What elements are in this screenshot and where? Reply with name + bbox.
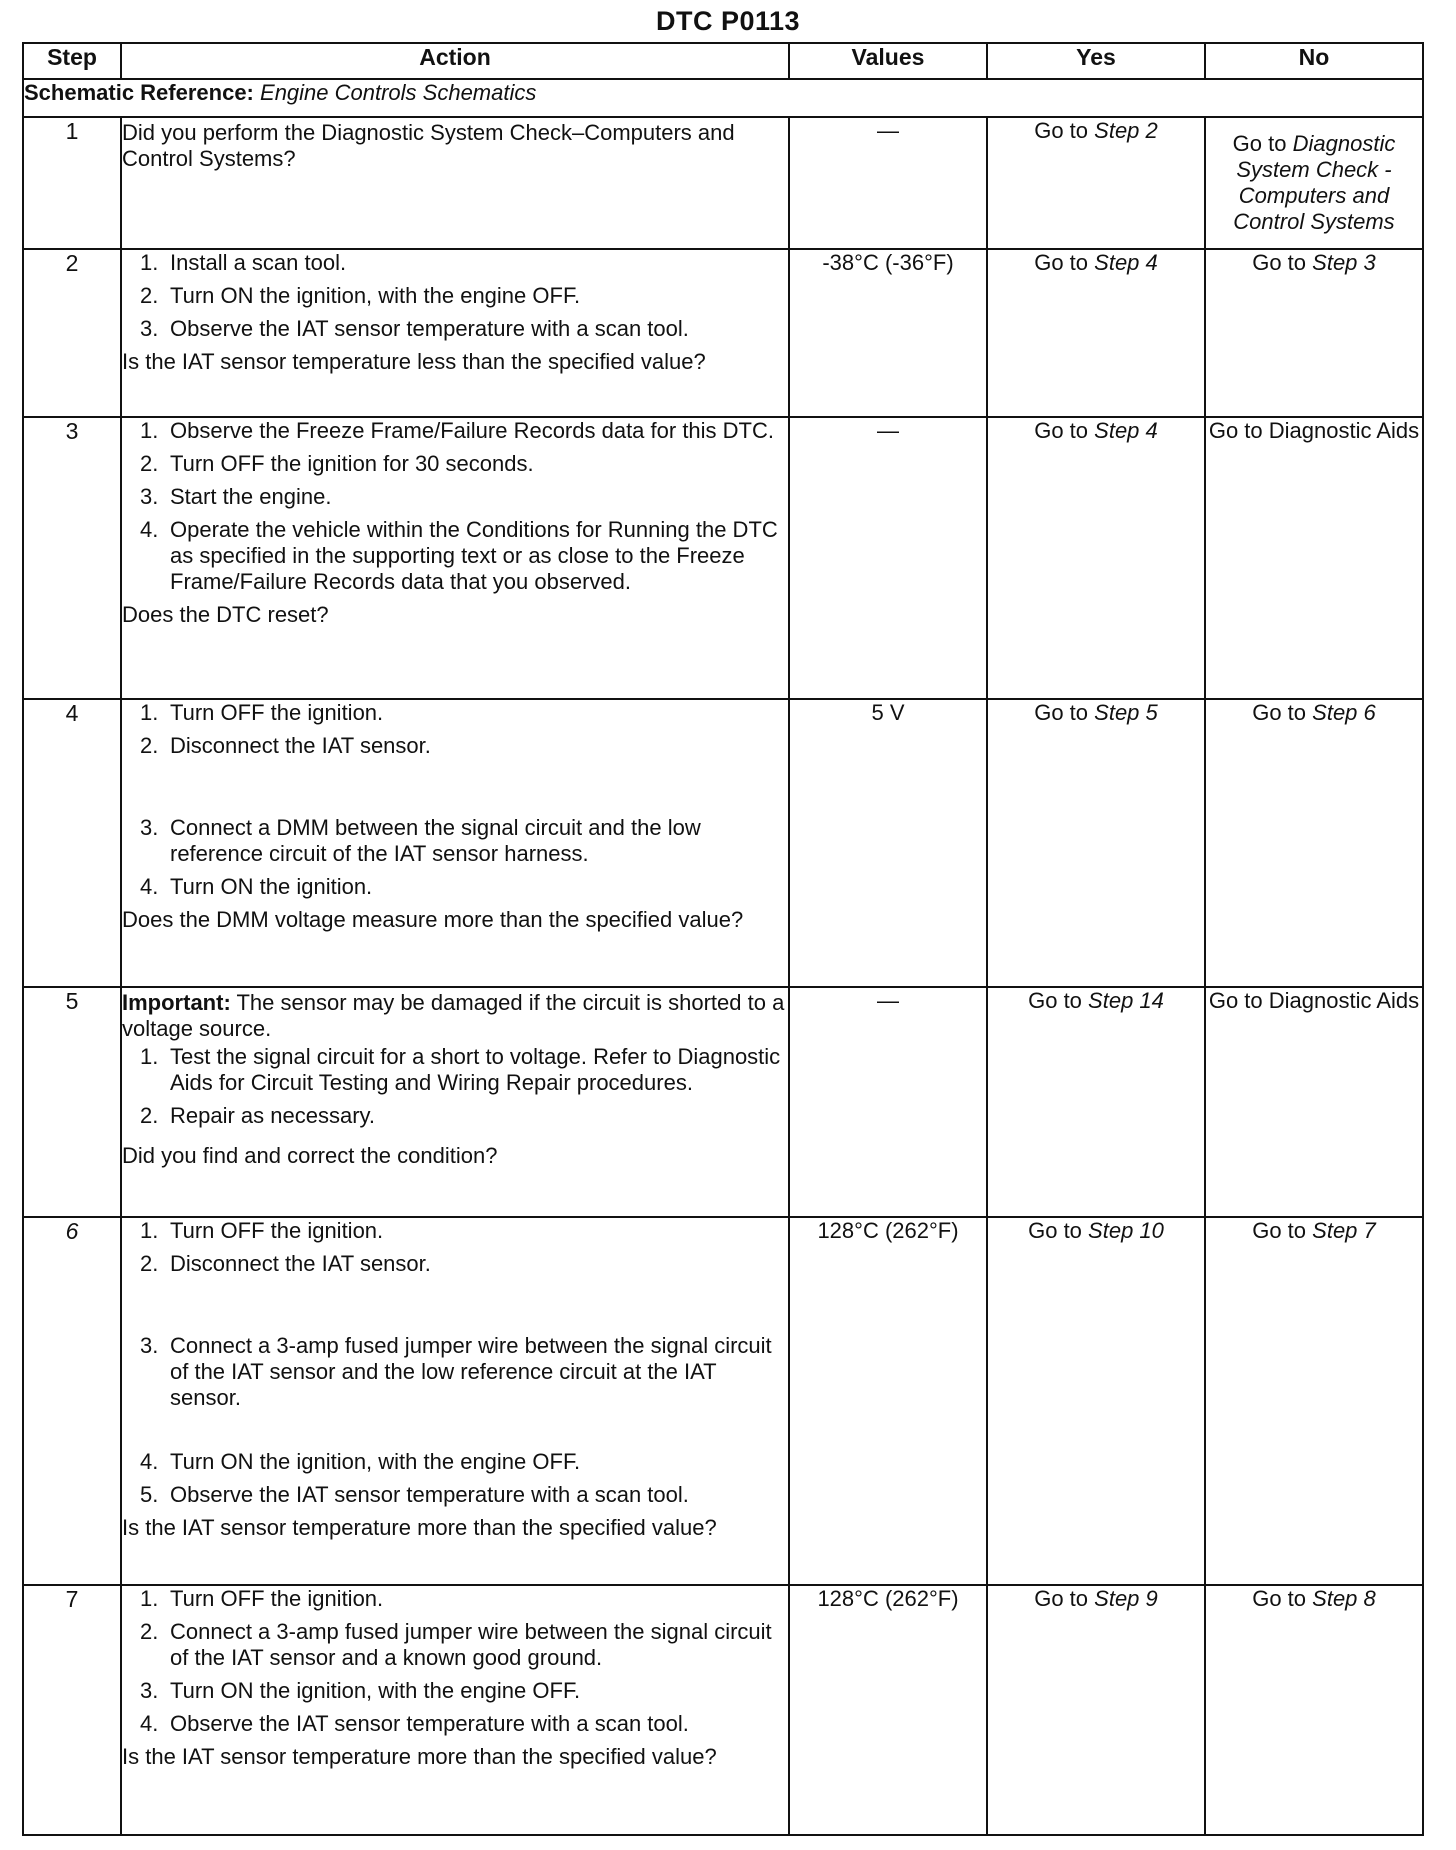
yes-cell: [987, 1585, 1205, 1835]
yes-reference: Step 4: [1094, 418, 1158, 443]
diagnostic-table: [22, 42, 1424, 1836]
header-yes: Yes: [987, 43, 1205, 79]
no-text: Go to Diagnostic Aids: [1208, 418, 1420, 443]
important-label: Important:: [122, 990, 231, 1015]
header-action: Action: [121, 43, 789, 79]
schematic-reference-label: Schematic Reference:: [24, 80, 254, 105]
yes-cell: [987, 249, 1205, 417]
yes-cell: [987, 417, 1205, 699]
yes-prefix: Go to: [1034, 1586, 1089, 1611]
action-item: 5. Observe the IAT sensor temperature with a scan tool.: [140, 1481, 689, 1507]
action-item: 1. Test the signal circuit for a short to voltage. Refer to Diagnostic Aids for Circuit Testing and Wiring Repair procedures.: [140, 1043, 781, 1095]
spacer: [122, 1418, 788, 1442]
yes-reference: Step 5: [1094, 700, 1158, 725]
action-question: Is the IAT sensor temperature more than the specified value?: [122, 1514, 717, 1540]
no-prefix: Go to: [1252, 250, 1307, 275]
header-step: Step: [23, 43, 121, 79]
action-cell: [121, 1585, 789, 1835]
action-cell: [121, 699, 789, 987]
value-cell: —: [789, 117, 987, 249]
action-item: 2. Turn ON the ignition, with the engine OFF.: [140, 282, 581, 308]
action-item: 3. Turn ON the ignition, with the engine OFF.: [140, 1677, 581, 1703]
schematic-reference: [23, 79, 1423, 117]
value-cell: -38°C (-36°F): [789, 249, 987, 417]
yes-prefix: Go to: [1034, 418, 1089, 443]
no-prefix: Go to: [1252, 700, 1307, 725]
header-row: [23, 43, 1423, 79]
no-prefix: Go to: [1232, 131, 1287, 157]
table-row: [23, 699, 1423, 987]
no-cell: [1205, 699, 1423, 987]
step-number: 7: [23, 1585, 121, 1835]
value-cell: 128°C (262°F): [789, 1585, 987, 1835]
no-prefix: Go to: [1252, 1218, 1307, 1243]
no-cell: [1205, 249, 1423, 417]
yes-reference: Step 10: [1088, 1218, 1164, 1243]
action-question: Does the DMM voltage measure more than the specified value?: [122, 906, 744, 932]
action-item: 1. Observe the Freeze Frame/Failure Records data for this DTC.: [140, 418, 774, 443]
action-cell: [121, 1217, 789, 1585]
table-row: [23, 417, 1423, 699]
action-question: Is the IAT sensor temperature less than the specified value?: [122, 348, 706, 374]
action-item: 3. Connect a DMM between the signal circuit and the low reference circuit of the IAT sensor harness.: [140, 814, 701, 866]
no-cell: [1205, 117, 1423, 249]
action-cell: [121, 249, 789, 417]
step-number: 2: [23, 249, 121, 417]
important-text: The sensor may be damaged if the circuit is shorted to a voltage source.: [122, 990, 785, 1041]
spacer: [122, 1284, 788, 1326]
action-item: 4. Operate the vehicle within the Conditions for Running the DTC as specified in the supporting text or as close to the Freeze Frame/Failure Records data that you observed.: [140, 516, 778, 594]
no-text: Go to Diagnostic Aids: [1208, 988, 1420, 1013]
no-cell: [1205, 1217, 1423, 1585]
action-question: Did you perform the Diagnostic System Check–Computers and Control Systems?: [122, 120, 735, 171]
spacer: [122, 766, 788, 808]
step-number: 4: [23, 699, 121, 987]
table-row: [23, 987, 1423, 1217]
header-values: Values: [789, 43, 987, 79]
action-item: 2. Disconnect the IAT sensor.: [140, 732, 431, 758]
yes-reference: Step 2: [1094, 118, 1158, 143]
yes-prefix: Go to: [1034, 700, 1089, 725]
important-note: [122, 990, 788, 1042]
step-number: 3: [23, 417, 121, 699]
schematic-reference-row: [23, 79, 1423, 117]
yes-reference: Step 4: [1094, 250, 1158, 275]
action-item: 1. Turn OFF the ignition.: [140, 1218, 384, 1243]
action-item: 2. Repair as necessary.: [140, 1102, 376, 1128]
action-item: 2. Disconnect the IAT sensor.: [140, 1250, 431, 1276]
action-item: 1. Install a scan tool.: [140, 250, 347, 275]
table-row: [23, 117, 1423, 249]
yes-cell: [987, 987, 1205, 1217]
action-cell: [121, 117, 789, 249]
no-reference: Step 6: [1312, 700, 1376, 725]
action-item: 4. Turn ON the ignition, with the engine OFF.: [140, 1448, 581, 1474]
yes-cell: [987, 117, 1205, 249]
action-cell: [121, 417, 789, 699]
action-item: 3. Start the engine.: [140, 483, 332, 509]
yes-cell: [987, 699, 1205, 987]
yes-reference: Step 14: [1088, 988, 1164, 1013]
action-question: Did you find and correct the condition?: [122, 1142, 498, 1168]
action-item: 2. Turn OFF the ignition for 30 seconds.: [140, 450, 534, 476]
action-item: 1. Turn OFF the ignition.: [140, 700, 384, 725]
yes-prefix: Go to: [1028, 988, 1082, 1013]
value-cell: —: [789, 417, 987, 699]
action-item: 1. Turn OFF the ignition.: [140, 1586, 384, 1611]
yes-reference: Step 9: [1094, 1586, 1158, 1611]
table-row: [23, 1585, 1423, 1835]
action-item: 2. Connect a 3-amp fused jumper wire between the signal circuit of the IAT sensor and a known good ground.: [140, 1618, 772, 1670]
no-cell: [1205, 987, 1423, 1217]
no-prefix: Go to: [1252, 1586, 1307, 1611]
action-item: 4. Turn ON the ignition.: [140, 873, 373, 899]
value-cell: —: [789, 987, 987, 1217]
step-number: 5: [23, 987, 121, 1217]
document-title: DTC P0113: [655, 6, 801, 36]
no-reference: Step 7: [1312, 1218, 1376, 1243]
action-item: 4. Observe the IAT sensor temperature with a scan tool.: [140, 1710, 689, 1736]
action-item: 3. Connect a 3-amp fused jumper wire between the signal circuit of the IAT sensor and the low reference circuit at the IAT sensor.: [140, 1332, 772, 1410]
yes-prefix: Go to: [1028, 1218, 1082, 1243]
yes-prefix: Go to: [1034, 250, 1089, 275]
no-cell: [1205, 417, 1423, 699]
no-reference: Step 8: [1312, 1586, 1376, 1611]
header-no: No: [1205, 43, 1423, 79]
action-item: 3. Observe the IAT sensor temperature with a scan tool.: [140, 315, 689, 341]
step-number: 6: [23, 1217, 121, 1585]
step-number: 1: [23, 117, 121, 249]
yes-prefix: Go to: [1034, 118, 1089, 143]
no-reference: Step 3: [1312, 250, 1376, 275]
value-cell: 5 V: [789, 699, 987, 987]
action-question: Does the DTC reset?: [122, 601, 329, 627]
no-reference: Diagnostic System Check - Computers and Control Systems: [1233, 131, 1396, 234]
yes-cell: [987, 1217, 1205, 1585]
value-cell: 128°C (262°F): [789, 1217, 987, 1585]
table-row: [23, 1217, 1423, 1585]
schematic-reference-value: Engine Controls Schematics: [260, 80, 537, 105]
action-cell: [121, 987, 789, 1217]
table-row: [23, 249, 1423, 417]
no-cell: [1205, 1585, 1423, 1835]
action-question: Is the IAT sensor temperature more than the specified value?: [122, 1743, 717, 1769]
